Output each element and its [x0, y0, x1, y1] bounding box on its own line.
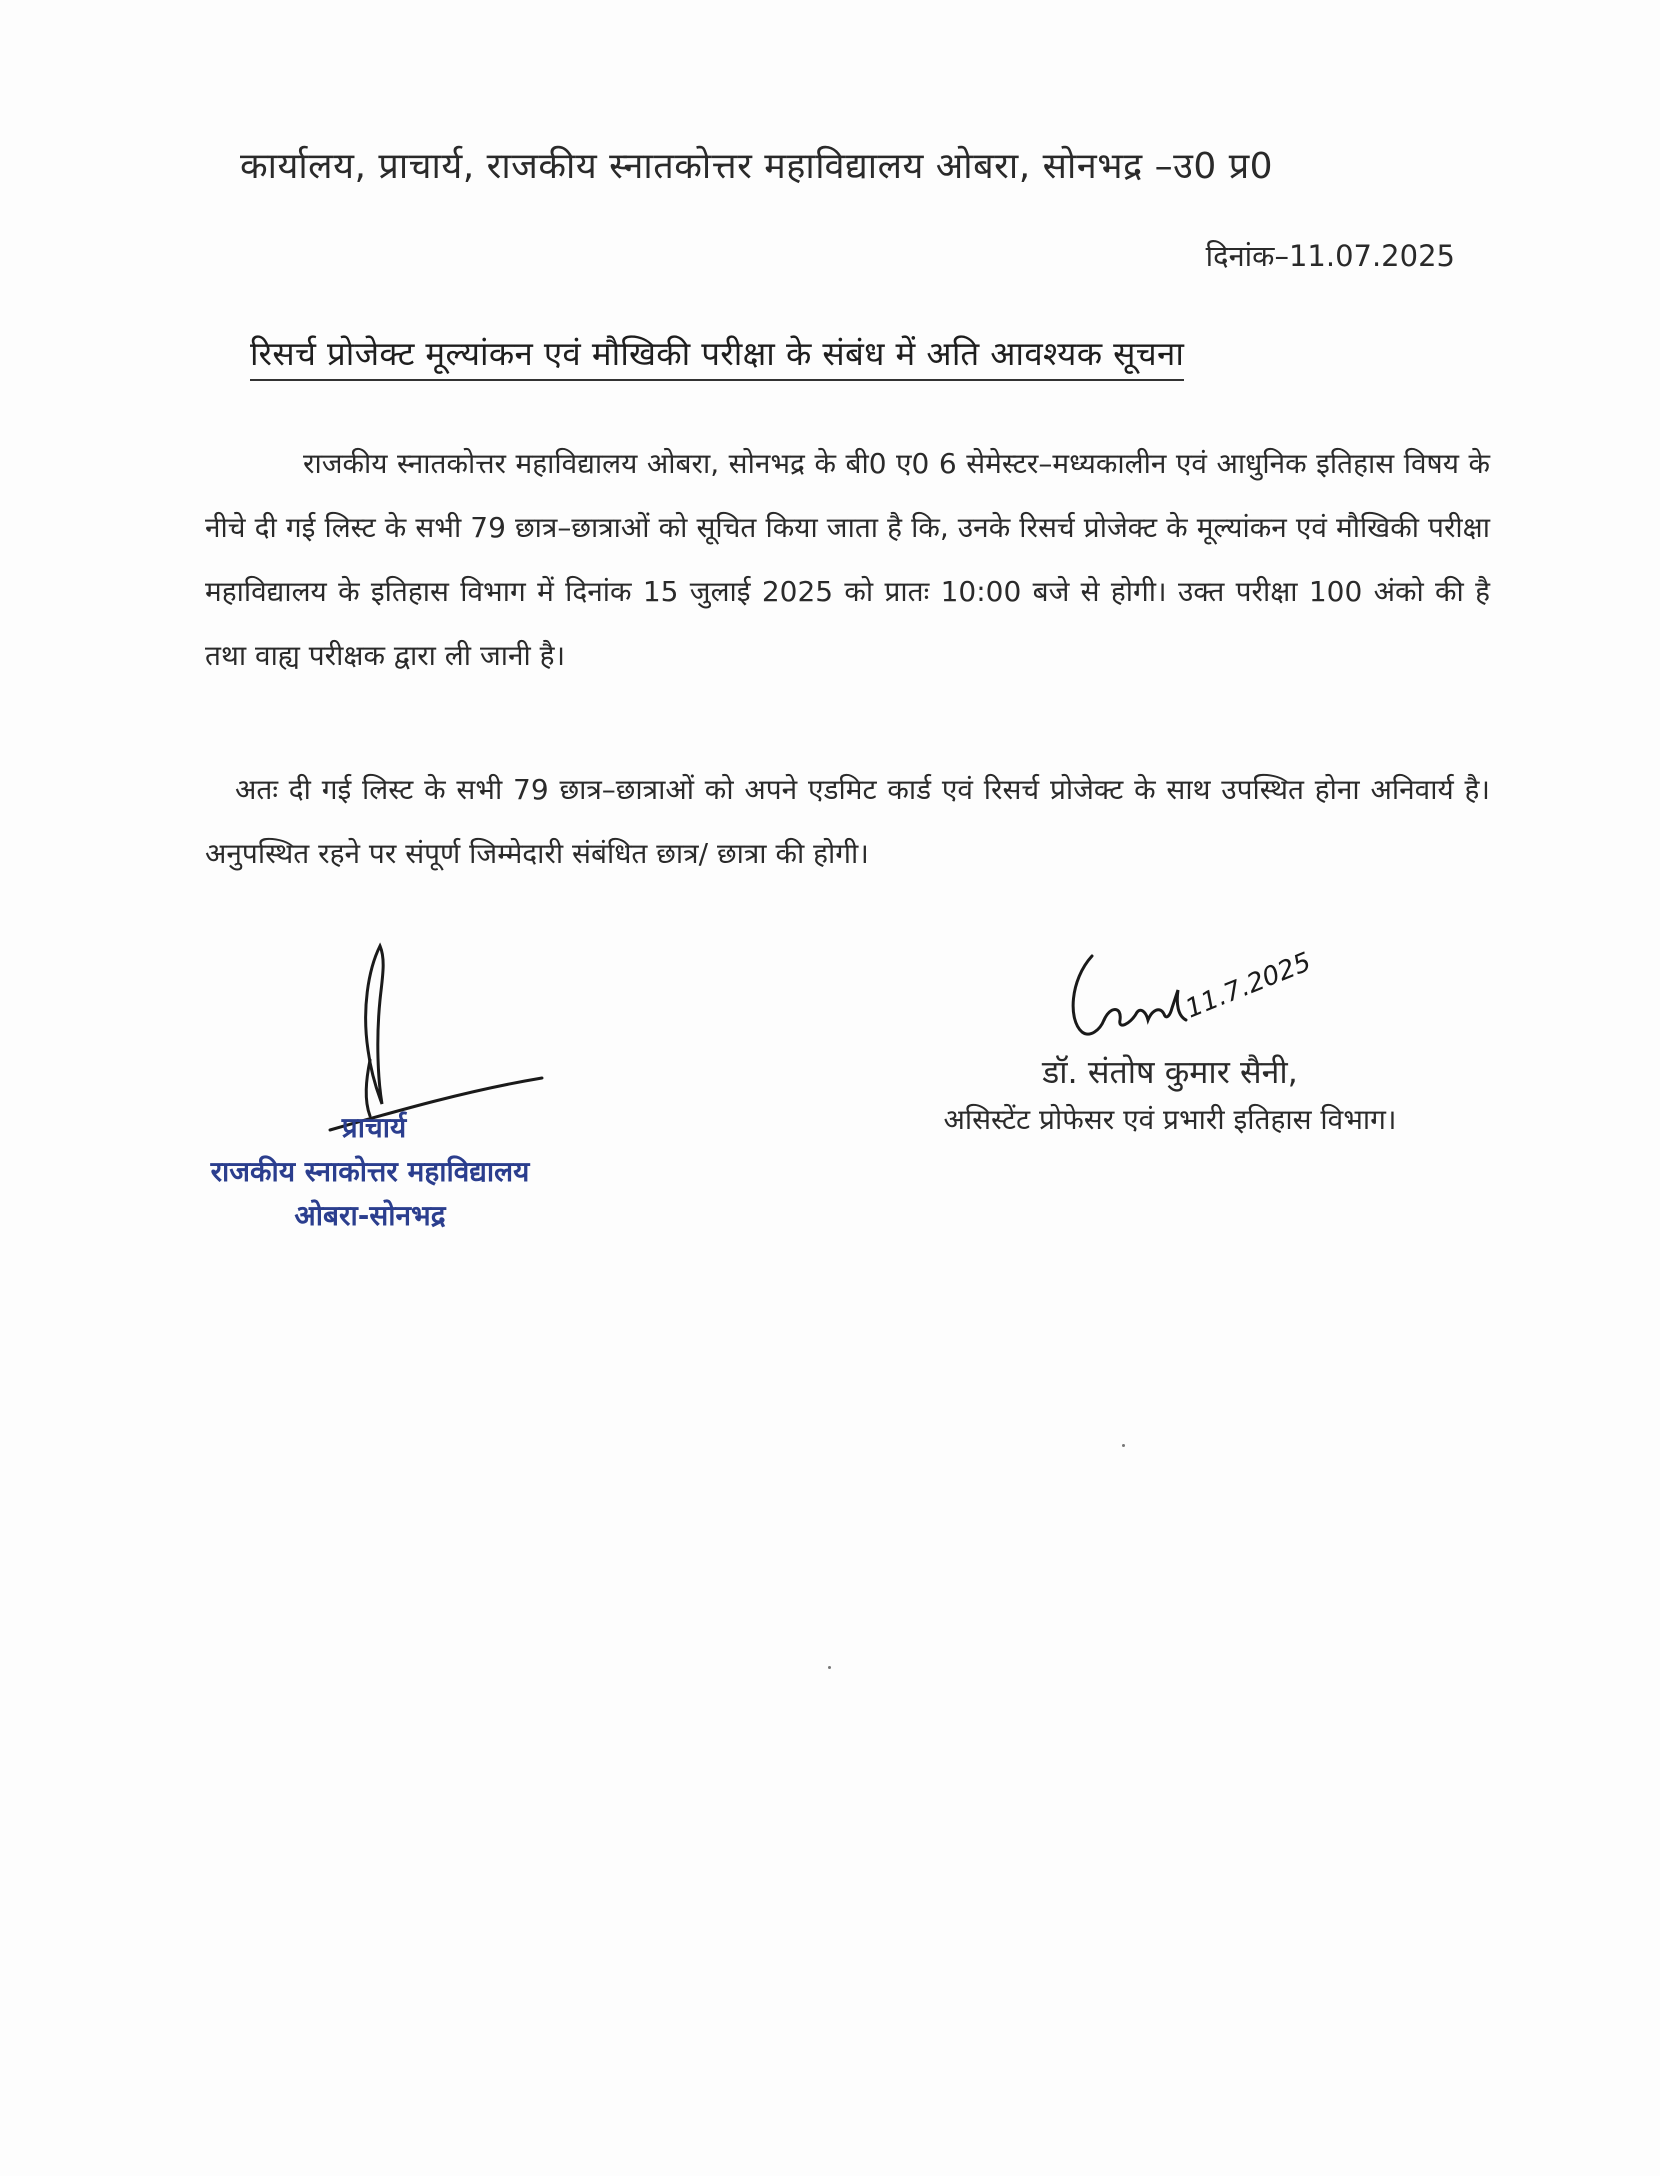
principal-signature-block	[170, 940, 570, 1240]
principal-college: राजकीय स्नाकोत्तर महाविद्यालय	[210, 1155, 530, 1188]
signatory-designation: असिस्टेंट प्रोफेसर एवं प्रभारी इतिहास विभाग।	[943, 1103, 1397, 1136]
office-header: कार्यालय, प्राचार्य, राजकीय स्नातकोत्तर महाविद्यालय ओबरा, सोनभद्र –उ0 प्र0	[240, 146, 1274, 187]
notice-date: दिनांक–11.07.2025	[1205, 239, 1455, 273]
body-paragraph-2: अतः दी गई लिस्ट के सभी 79 छात्र–छात्राओं को अपने एडमिट कार्ड एवं रिसर्च प्रोजेक्ट के साथ उपस्थित होना अनिवार्य है। अनुपस्थित रहने पर संपूर्ण जिम्मेदारी संबंधित छात्र/ छात्रा की होगी।	[205, 773, 1490, 870]
principal-place: ओबरा-सोनभद्र	[294, 1199, 446, 1232]
signatory-name: डॉ. संतोष कुमार सैनी,	[1042, 1053, 1298, 1091]
principal-title: प्राचार्य	[341, 1111, 407, 1144]
notice-subject: रिसर्च प्रोजेक्ट मूल्यांकन एवं मौखिकी परीक्षा के संबंध में अति आवश्यक सूचना	[250, 330, 1184, 381]
signatory-signature-icon	[1060, 920, 1360, 1050]
scan-speck	[828, 1666, 831, 1669]
body-paragraph-1: राजकीय स्नातकोत्तर महाविद्यालय ओबरा, सोनभद्र के बी0 ए0 6 सेमेस्टर–मध्यकालीन एवं आधुनिक इतिहास विषय के नीचे दी गई लिस्ट के सभी 79 छात्र–छात्राओं को सूचित किया जाता है कि, उनके रिसर्च प्रोजेक्ट के मूल्यांकन एवं मौखिकी परीक्षा महाविद्यालय के इतिहास विभाग में दिनांक 15 जुलाई 2025 को प्रातः 10:00 बजे से होगी। उक्त परीक्षा 100 अंको की है तथा वाह्य परीक्षक द्वारा ली जानी है।	[205, 447, 1490, 672]
handwritten-date: 11.7.2025	[1181, 947, 1316, 1025]
scan-speck	[1122, 1444, 1125, 1447]
signatory-block	[860, 910, 1480, 1150]
